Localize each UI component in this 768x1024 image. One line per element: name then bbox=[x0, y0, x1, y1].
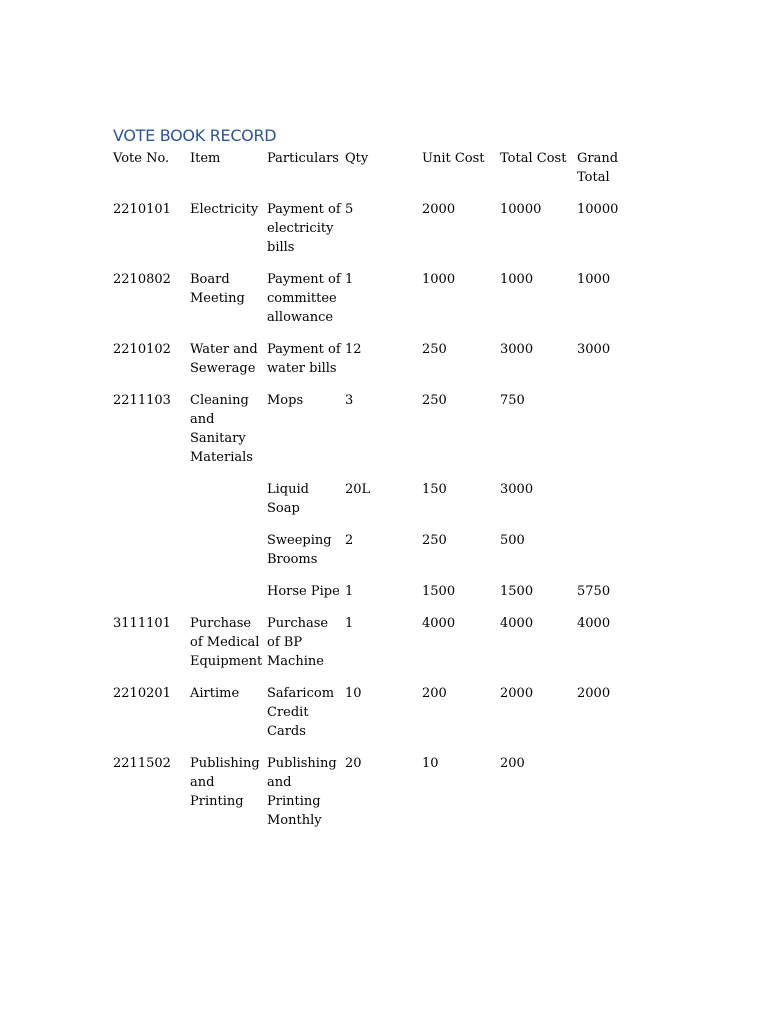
table-row bbox=[113, 582, 639, 614]
cell-unit-cost: 4000 bbox=[422, 616, 456, 631]
cell-total-cost: 2000 bbox=[500, 686, 534, 701]
table-row bbox=[113, 340, 639, 391]
cell-particulars: Liquid Soap bbox=[267, 482, 309, 516]
cell-unit-cost: 250 bbox=[422, 533, 447, 548]
cell-total-cost: 10000 bbox=[500, 202, 542, 217]
cell-grand-total bbox=[577, 480, 639, 531]
cell-item: Board Meeting bbox=[190, 272, 245, 306]
table-row bbox=[113, 480, 639, 531]
header-total-cost: Total Cost bbox=[500, 151, 567, 166]
cell-particulars: Mops bbox=[267, 393, 304, 408]
cell-qty: 1 bbox=[345, 616, 354, 631]
page-title: VOTE BOOK RECORD bbox=[113, 126, 277, 145]
cell-unit-cost: 10 bbox=[422, 756, 439, 771]
cell-vote-no: 2211502 bbox=[113, 756, 171, 771]
cell-total-cost: 200 bbox=[500, 756, 525, 771]
cell-item: Purchase of Medical Equipment bbox=[190, 616, 263, 669]
cell-total-cost: 750 bbox=[500, 393, 525, 408]
cell-unit-cost: 2000 bbox=[422, 202, 456, 217]
cell-particulars: Purchase of BP Machine bbox=[267, 616, 329, 669]
cell-grand-total: 4000 bbox=[577, 616, 611, 631]
table-row bbox=[113, 270, 639, 340]
cell-vote-no bbox=[113, 480, 190, 531]
cell-particulars: Payment of committee allowance bbox=[267, 272, 341, 325]
cell-grand-total bbox=[577, 531, 639, 582]
cell-qty: 1 bbox=[345, 584, 354, 599]
table-row bbox=[113, 391, 639, 480]
cell-item bbox=[190, 531, 267, 582]
cell-unit-cost: 1000 bbox=[422, 272, 456, 287]
cell-vote-no: 3111101 bbox=[113, 616, 171, 631]
cell-particulars: Horse Pipe bbox=[267, 584, 340, 599]
cell-qty: 20 bbox=[345, 756, 362, 771]
cell-item bbox=[190, 480, 267, 531]
cell-unit-cost: 1500 bbox=[422, 584, 456, 599]
cell-grand-total: 10000 bbox=[577, 202, 619, 217]
cell-vote-no: 2210201 bbox=[113, 686, 171, 701]
cell-total-cost: 4000 bbox=[500, 616, 534, 631]
table-row bbox=[113, 684, 639, 754]
cell-particulars: Publishing and Printing Monthly bbox=[267, 756, 337, 828]
cell-vote-no: 2210802 bbox=[113, 272, 171, 287]
header-item: Item bbox=[190, 151, 221, 166]
cell-qty: 12 bbox=[345, 342, 362, 357]
header-vote-no: Vote No. bbox=[113, 151, 170, 166]
cell-particulars: Payment of water bills bbox=[267, 342, 341, 376]
header-grand-total: Grand Total bbox=[577, 151, 619, 185]
cell-grand-total: 3000 bbox=[577, 342, 611, 357]
cell-item: Cleaning and Sanitary Materials bbox=[190, 393, 253, 465]
table-row bbox=[113, 754, 639, 843]
cell-qty: 20L bbox=[345, 482, 371, 497]
cell-vote-no bbox=[113, 582, 190, 614]
cell-particulars: Safaricom Credit Cards bbox=[267, 686, 335, 739]
cell-total-cost: 3000 bbox=[500, 482, 534, 497]
cell-particulars: Sweeping Brooms bbox=[267, 533, 332, 567]
cell-vote-no: 2210101 bbox=[113, 202, 171, 217]
cell-unit-cost: 150 bbox=[422, 482, 447, 497]
cell-qty: 3 bbox=[345, 393, 354, 408]
header-particulars: Particulars bbox=[267, 151, 339, 166]
table-row bbox=[113, 531, 639, 582]
cell-grand-total: 2000 bbox=[577, 686, 611, 701]
cell-item: Electricity bbox=[190, 202, 259, 217]
cell-unit-cost: 200 bbox=[422, 686, 447, 701]
cell-qty: 2 bbox=[345, 533, 354, 548]
header-unit-cost: Unit Cost bbox=[422, 151, 485, 166]
cell-grand-total bbox=[577, 391, 639, 480]
table-row bbox=[113, 614, 639, 684]
cell-grand-total: 1000 bbox=[577, 272, 611, 287]
cell-unit-cost: 250 bbox=[422, 342, 447, 357]
cell-total-cost: 3000 bbox=[500, 342, 534, 357]
cell-total-cost: 500 bbox=[500, 533, 525, 548]
cell-total-cost: 1500 bbox=[500, 584, 534, 599]
cell-grand-total bbox=[577, 754, 639, 843]
cell-vote-no: 2210102 bbox=[113, 342, 171, 357]
vote-book-table bbox=[113, 149, 639, 843]
cell-qty: 5 bbox=[345, 202, 354, 217]
cell-vote-no: 2211103 bbox=[113, 393, 171, 408]
cell-item: Airtime bbox=[190, 686, 240, 701]
cell-vote-no bbox=[113, 531, 190, 582]
cell-unit-cost: 250 bbox=[422, 393, 447, 408]
table-header-row bbox=[113, 149, 639, 200]
cell-item: Water and Sewerage bbox=[190, 342, 258, 376]
cell-total-cost: 1000 bbox=[500, 272, 534, 287]
cell-grand-total: 5750 bbox=[577, 584, 611, 599]
cell-item bbox=[190, 582, 267, 614]
table-row bbox=[113, 200, 639, 270]
header-qty: Qty bbox=[345, 151, 369, 166]
cell-particulars: Payment of electricity bills bbox=[267, 202, 341, 255]
cell-item: Publishing and Printing bbox=[190, 756, 260, 809]
cell-qty: 10 bbox=[345, 686, 362, 701]
cell-qty: 1 bbox=[345, 272, 354, 287]
